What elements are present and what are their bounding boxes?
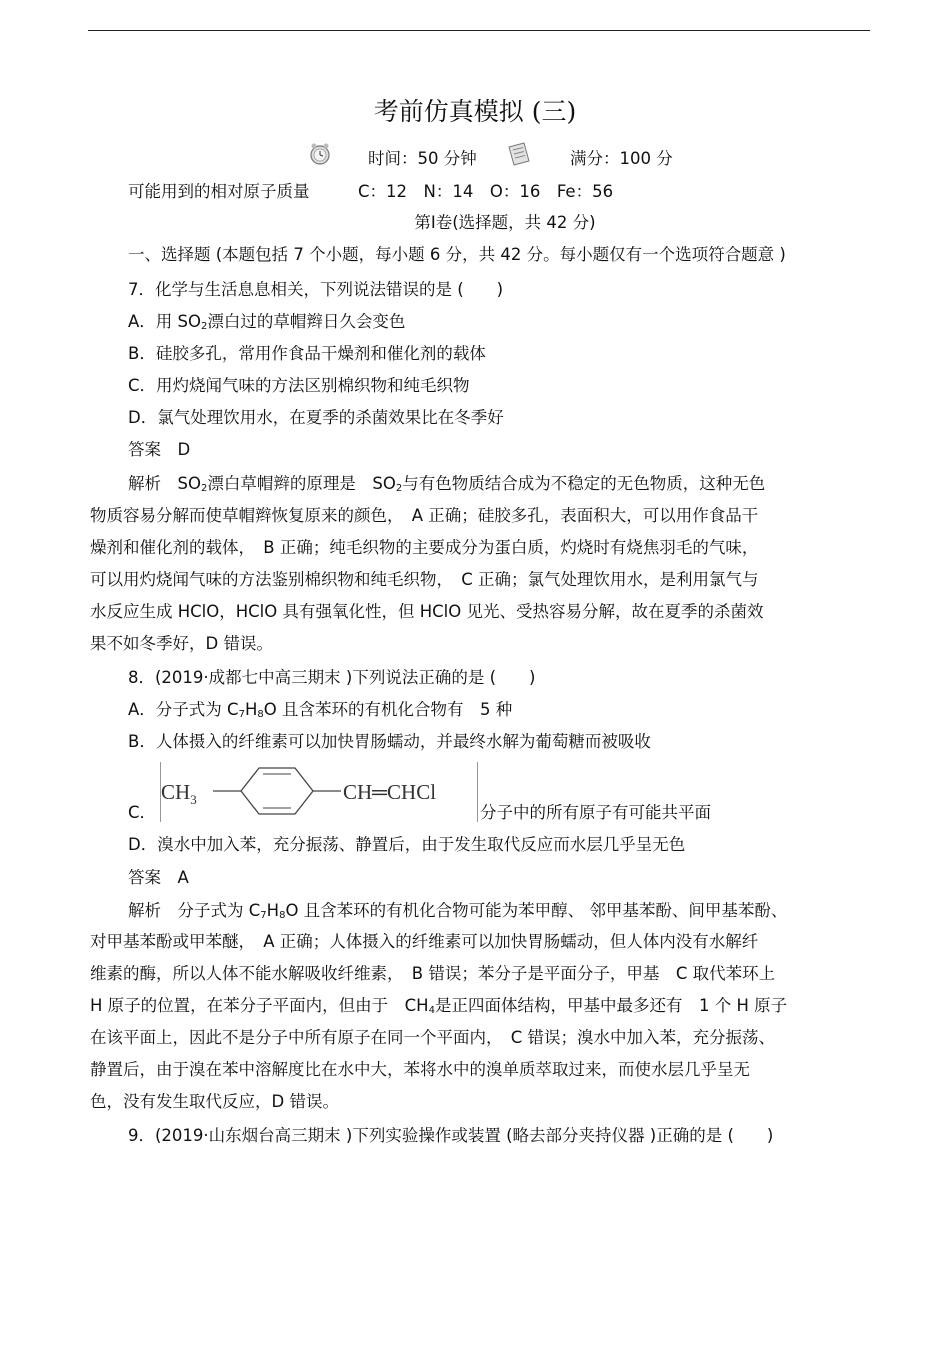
section-heading: 一、选择题 (本题包括 7 个小题，每小题 6 分，共 42 分。每小题仅有一个选项符合题意 ) xyxy=(128,245,786,264)
q7-explanation-line: 解析 $SO_2$漂白草帽辫的原理是 $SO_2$与有色物质结合成为不稳定的无色物质，这种无色 xyxy=(128,474,766,494)
q7-explanation-line: 可以用灼烧闻气味的方法鉴别棉织物和纯毛织物， C 正确；氯气处理饮用水，是利用氯气与 xyxy=(90,570,759,589)
volume-title: 第Ⅰ卷(选择题，共 42 分) xyxy=(414,213,596,232)
exam-paper-icon xyxy=(506,141,532,167)
q7-stem: 7．化学与生活息息相关，下列说法错误的是 ( ) xyxy=(128,280,504,299)
q7-explanation-line: 物质容易分解而使草帽辫恢复原来的颜色， A 正确；硅胶多孔，表面积大，可以用作食品干 xyxy=(90,506,759,525)
top-rule xyxy=(88,30,870,31)
structural-formula xyxy=(160,762,478,822)
q8-explanation-line: 维素的酶，所以人体不能水解吸收纤维素， B 错误；苯分子是平面分子，甲基 C 取代苯环上 xyxy=(90,964,776,983)
q7-explanation-line: 水反应生成 HClO，HClO 具有强氧化性，但 HClO 见光、受热容易分解，故在夏季的杀菌效 xyxy=(90,602,764,621)
q7-explanation-line: 燥剂和催化剂的载体， B 正确；纯毛织物的主要成分为蛋白质，灼烧时有烧焦羽毛的气味， xyxy=(90,538,759,557)
q8-option-c-text: 分子中的所有原子有可能共平面 xyxy=(480,803,711,822)
q7-option-a: A．用 $SO_2$漂白过的草帽辫日久会变色 xyxy=(128,312,406,332)
mol-vinyl-text: CH═CHCl xyxy=(343,780,437,804)
atomic-mass-values: C：12 N：14 O：16 Fe：56 xyxy=(358,182,614,201)
q7-option-c: C．用灼烧闻气味的方法区别棉织物和纯毛织物 xyxy=(128,376,470,395)
q8-option-d: D．溴水中加入苯，充分振荡、静置后，由于发生取代反应而水层几乎呈无色 xyxy=(128,835,686,854)
page-title: 考前仿真模拟 (三) xyxy=(373,97,577,126)
q8-option-a: A．分子式为 $C_7H_8O$ 且含苯环的有机化合物有 5 种 xyxy=(128,700,513,720)
q7-option-d: D．氯气处理饮用水，在夏季的杀菌效果比在冬季好 xyxy=(128,408,504,427)
q8-answer: 答案 A xyxy=(128,868,189,887)
q7-answer: 答案 D xyxy=(128,440,191,459)
q7-explanation-line: 果不如冬季好，D 错误。 xyxy=(90,634,273,653)
q8-explanation-line: H 原子的位置，在苯分子平面内，但由于 $CH_4$是正四面体结构，甲基中最多还有 1 个 H 原子 xyxy=(90,996,788,1016)
q7-option-b: B．硅胶多孔，常用作食品干燥剂和催化剂的载体 xyxy=(128,344,486,363)
mol-ch3-text: $CH_3$ xyxy=(161,780,197,807)
score-label: 满分：100 分 xyxy=(570,149,673,168)
atomic-mass-label: 可能用到的相对原子质量 xyxy=(128,182,310,201)
benzene-ring xyxy=(241,768,313,814)
q8-stem: 8．(2019·成都七中高三期末 )下列说法正确的是 ( ) xyxy=(128,668,536,687)
q8-option-b: B．人体摄入的纤维素可以加快胃肠蠕动，并最终水解为葡萄糖而被吸收 xyxy=(128,732,651,751)
q8-explanation-line: 解析 分子式为 $C_7H_8O$ 且含苯环的有机化合物可能为苯甲醇、 邻甲基苯酚、间甲基苯酚、 xyxy=(128,901,788,921)
alarm-clock-icon xyxy=(308,142,332,166)
q8-option-c-label: C． xyxy=(128,803,157,822)
q8-explanation-line: 在该平面上，因此不是分子中所有原子在同一个平面内， C 错误；溴水中加入苯，充分振荡、 xyxy=(90,1028,776,1047)
q8-explanation-line: 静置后，由于溴在苯中溶解度比在水中大，苯将水中的溴单质萃取过来，而使水层几乎呈无 xyxy=(90,1060,750,1079)
q8-explanation-line: 对甲基苯酚或甲苯醚， A 正确；人体摄入的纤维素可以加快胃肠蠕动，但人体内没有水解纤 xyxy=(90,932,759,951)
time-label: 时间：50 分钟 xyxy=(368,149,477,168)
q8-explanation-line: 色，没有发生取代反应，D 错误。 xyxy=(90,1092,339,1111)
q9-stem: 9．(2019·山东烟台高三期末 )下列实验操作或装置 (略去部分夹持仪器 )正确的是 ( ) xyxy=(128,1126,774,1145)
